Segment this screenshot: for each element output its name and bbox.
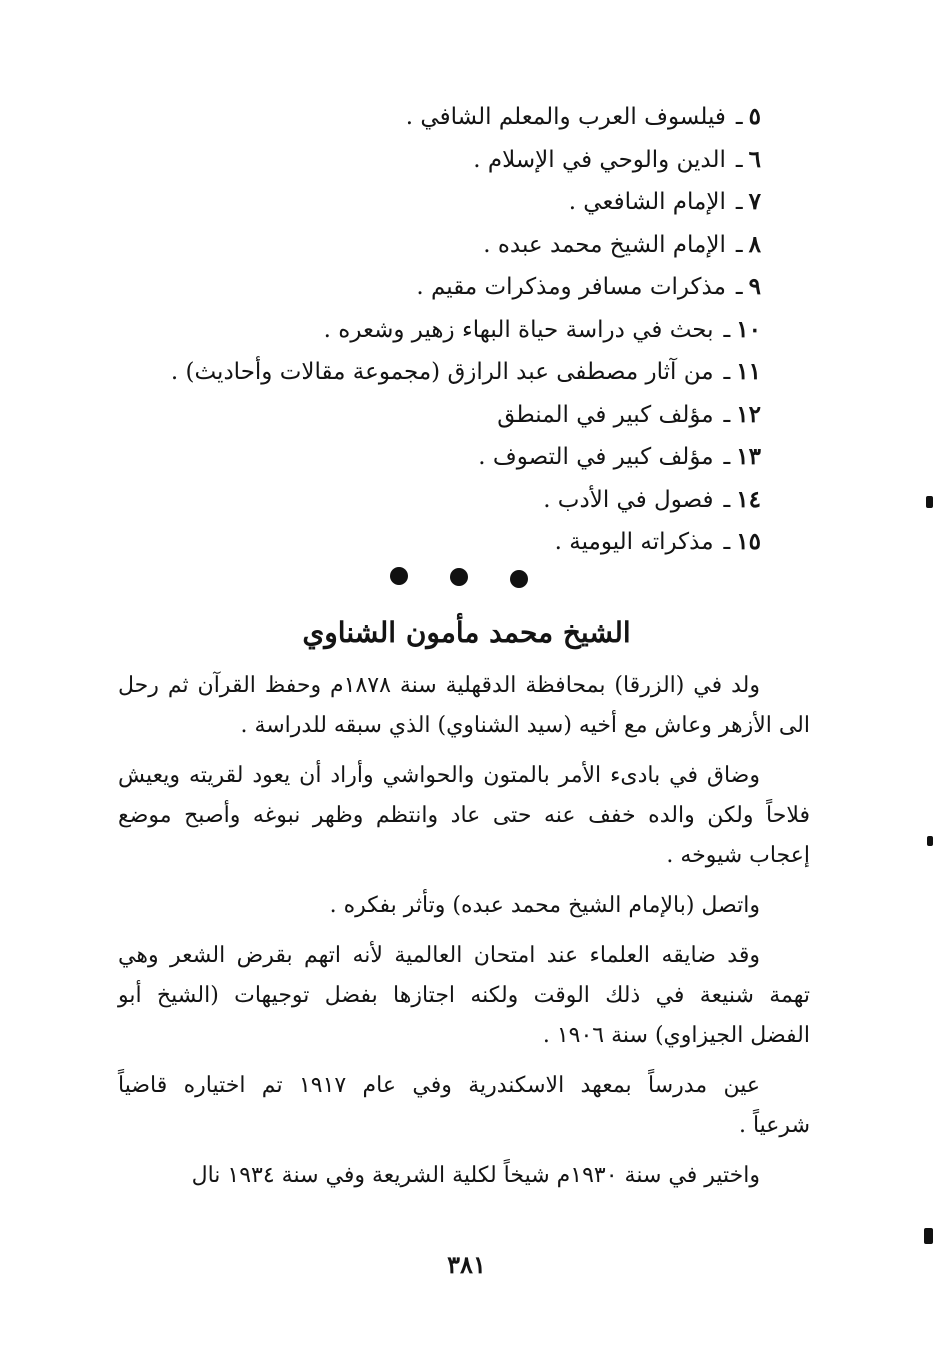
- list-item-dash: ـ: [735, 274, 743, 300]
- list-item-dash: ـ: [735, 231, 743, 258]
- list-item: [141, 479, 761, 522]
- list-item-text: فيلسوف العرب والمعلم الشافي .: [405, 104, 726, 130]
- paragraph-line: الى الأزهر وعاش مع أخيه (سيد الشناوي) الذي سبقه للدراسة .: [240, 713, 810, 738]
- paragraph: [118, 1066, 810, 1146]
- list-item-number: ١٢: [736, 400, 761, 428]
- works-list: [141, 96, 761, 564]
- paragraph-line: شرعياً .: [738, 1113, 810, 1138]
- paragraph: [118, 936, 810, 1056]
- list-item: [141, 224, 761, 267]
- list-item-number: ١٣: [736, 443, 761, 470]
- scan-edge-mark: [924, 1228, 933, 1244]
- list-item-text: الإمام الشيخ محمد عبده .: [483, 231, 726, 258]
- list-item-dash: ـ: [723, 486, 731, 513]
- separator-dot: [390, 567, 408, 585]
- list-item-number: ١٥: [736, 528, 761, 555]
- list-item-number: ١٠: [736, 315, 761, 343]
- list-item-text: مؤلف كبير في المنطق: [497, 401, 714, 428]
- list-item-dash: ـ: [723, 316, 731, 343]
- scan-edge-mark: [927, 836, 933, 846]
- list-item-number: ٥: [748, 103, 761, 130]
- page-number: ٣٨١: [447, 1250, 486, 1279]
- paragraph-line: واتصل (بالإمام الشيخ محمد عبده) وتأثر بفكره .: [329, 893, 760, 918]
- section-title: الشيخ محمد مأمون الشناوي: [302, 616, 631, 649]
- paragraph-line: وضاق في بادىء الأمر بالمتون والحواشي وأراد أن يعود لقريته ويعيش: [118, 763, 760, 788]
- list-item-number: ٦: [748, 145, 761, 173]
- list-item-text: من آثار مصطفى عبد الرازق (مجموعة مقالات وأحاديث) .: [170, 359, 714, 385]
- list-item-dash: ـ: [735, 146, 743, 173]
- list-item-dash: ـ: [723, 529, 731, 555]
- paragraph-line: فلاحاً ولكن والده خفف عنه حتى عاد وانتظم وظهر نبوغه وأصبح موضع: [118, 803, 810, 828]
- list-item-number: ٩: [748, 273, 761, 300]
- list-item-text: بحث في دراسة حياة البهاء زهير وشعره .: [323, 316, 714, 343]
- list-item: [141, 521, 761, 564]
- list-item-number: ٧: [748, 188, 761, 215]
- list-item-dash: ـ: [723, 444, 731, 470]
- list-item-number: ١١: [736, 358, 761, 385]
- list-item: [141, 436, 761, 479]
- paragraph: [118, 886, 810, 926]
- paragraph: [118, 1156, 810, 1196]
- list-item-dash: ـ: [735, 104, 743, 130]
- paragraph: [118, 756, 810, 876]
- list-item: [141, 96, 761, 139]
- scan-edge-mark: [926, 496, 933, 508]
- separator-dot: [450, 568, 468, 586]
- list-item: [141, 181, 761, 224]
- list-item-text: فصول في الأدب .: [543, 486, 714, 513]
- list-item-text: الإمام الشافعي .: [568, 189, 726, 215]
- paragraph: [118, 666, 810, 746]
- paragraph-line: إعجاب شيوخه .: [666, 843, 810, 868]
- list-item-number: ١٤: [736, 485, 761, 513]
- list-item-dash: ـ: [723, 401, 731, 428]
- list-item: [141, 394, 761, 437]
- section-separator: [390, 567, 530, 589]
- paragraph-line: ولد في (الزرقا) بمحافظة الدقهلية سنة ١٨٧٨م وحفظ القرآن ثم رحل: [118, 673, 760, 698]
- list-item-text: الدين والوحي في الإسلام .: [473, 146, 726, 173]
- paragraph-line: الفضل الجيزاوي) سنة ١٩٠٦ .: [542, 1023, 810, 1048]
- list-item: [141, 139, 761, 182]
- separator-dot: [510, 570, 528, 588]
- list-item-dash: ـ: [723, 359, 731, 385]
- list-item: [141, 266, 761, 309]
- paragraph-line: وقد ضايقه العلماء عند امتحان العالمية لأنه اتهم بقرض الشعر وهي: [118, 943, 760, 968]
- list-item-number: ٨: [748, 230, 761, 258]
- list-item-dash: ـ: [735, 189, 743, 215]
- list-item: [141, 309, 761, 352]
- paragraph-line: عين مدرساً بمعهد الاسكندرية وفي عام ١٩١٧ تم اختياره قاضياً: [118, 1073, 760, 1098]
- biography-text: [118, 666, 810, 1206]
- list-item: [141, 351, 761, 394]
- paragraph-line: تهمة شنيعة في ذلك الوقت ولكنه اجتازها بفضل توجيهات (الشيخ أبو: [118, 983, 810, 1008]
- list-item-text: مذكراته اليومية .: [554, 529, 714, 555]
- paragraph-line: واختير في سنة ١٩٣٠م شيخاً لكلية الشريعة وفي سنة ١٩٣٤ نال: [191, 1163, 760, 1188]
- list-item-text: مذكرات مسافر ومذكرات مقيم .: [416, 274, 726, 300]
- list-item-text: مؤلف كبير في التصوف .: [478, 444, 714, 470]
